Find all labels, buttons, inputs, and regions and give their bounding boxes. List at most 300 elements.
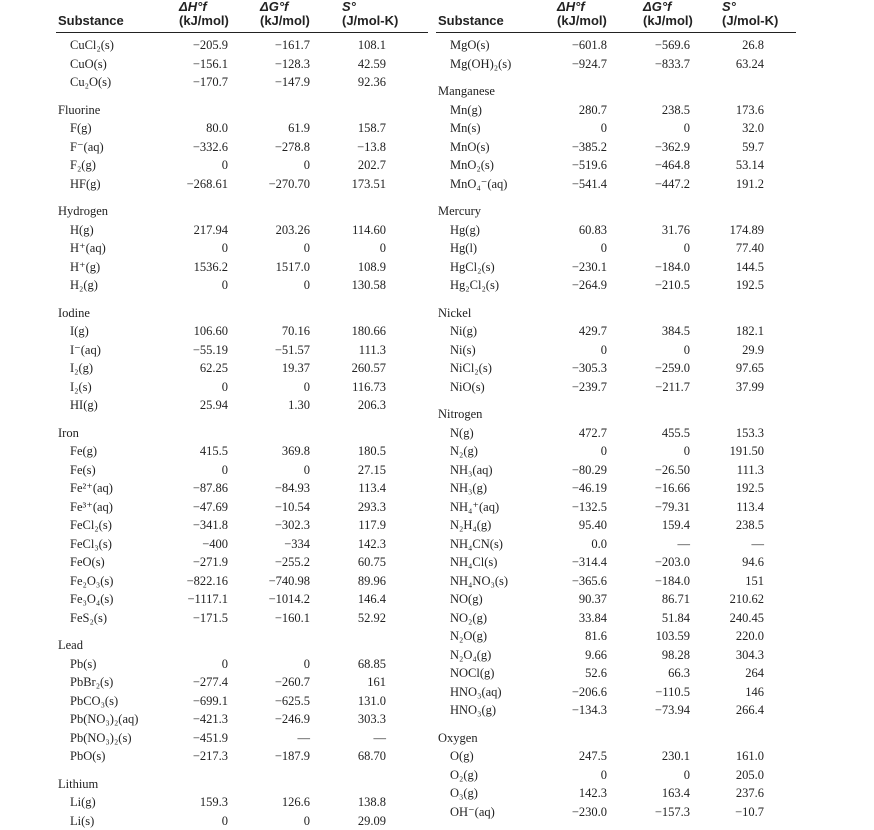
enthalpy-value: −156.1 xyxy=(168,55,228,74)
substance-name: MgO(s) xyxy=(450,36,490,55)
gibbs-value: 163.4 xyxy=(630,784,690,803)
entropy-value: 92.36 xyxy=(326,73,386,92)
substance-row xyxy=(436,627,796,646)
substance-name: Hg(g) xyxy=(450,221,480,240)
enthalpy-value: 0 xyxy=(168,239,228,258)
gibbs-value: 0 xyxy=(630,341,690,360)
substance-row xyxy=(436,424,796,443)
entropy-value: 174.89 xyxy=(704,221,764,240)
substance-name: HF(g) xyxy=(70,175,101,194)
substance-row xyxy=(436,479,796,498)
substance-row xyxy=(436,119,796,138)
substance-row xyxy=(56,572,428,591)
gibbs-value: 0 xyxy=(250,239,310,258)
gibbs-value: −362.9 xyxy=(630,138,690,157)
entropy-value: 180.66 xyxy=(326,322,386,341)
enthalpy-value: −924.7 xyxy=(547,55,607,74)
substance-row xyxy=(436,766,796,785)
header-enthalpy xyxy=(557,0,607,28)
group-spacer xyxy=(436,295,796,304)
substance-row xyxy=(436,276,796,295)
header-enthalpy-symbol: ΔH°f xyxy=(557,0,607,14)
gibbs-value: −1014.2 xyxy=(250,590,310,609)
substance-name: CuCl₂(s) xyxy=(70,36,114,55)
gibbs-value: 238.5 xyxy=(630,101,690,120)
substance-row xyxy=(56,710,428,729)
substance-row xyxy=(56,156,428,175)
substance-row xyxy=(56,73,428,92)
substance-name: Fe₃O₄(s) xyxy=(70,590,113,609)
substance-name: MnO(s) xyxy=(450,138,490,157)
substance-row xyxy=(436,553,796,572)
group-name: Hydrogen xyxy=(58,202,108,221)
gibbs-value: −84.93 xyxy=(250,479,310,498)
entropy-value: 146.4 xyxy=(326,590,386,609)
enthalpy-value: 106.60 xyxy=(168,322,228,341)
enthalpy-value: 0 xyxy=(547,766,607,785)
enthalpy-value: 81.6 xyxy=(547,627,607,646)
substance-row xyxy=(436,55,796,74)
group-spacer xyxy=(436,396,796,405)
substance-row xyxy=(56,692,428,711)
header-entropy xyxy=(722,0,778,28)
enthalpy-value: −365.6 xyxy=(547,572,607,591)
group-name: Nitrogen xyxy=(438,405,482,424)
enthalpy-value: −171.5 xyxy=(168,609,228,628)
enthalpy-value: −541.4 xyxy=(547,175,607,194)
substance-row xyxy=(56,119,428,138)
entropy-value: 32.0 xyxy=(704,119,764,138)
substance-row xyxy=(56,221,428,240)
enthalpy-value: −332.6 xyxy=(168,138,228,157)
entropy-value: 108.1 xyxy=(326,36,386,55)
header-gibbs-unit: (kJ/mol) xyxy=(643,13,693,28)
substance-row xyxy=(436,535,796,554)
header-entropy-symbol: S° xyxy=(722,0,778,14)
gibbs-value: −302.3 xyxy=(250,516,310,535)
enthalpy-value: −421.3 xyxy=(168,710,228,729)
substance-row xyxy=(436,36,796,55)
enthalpy-value: 95.40 xyxy=(547,516,607,535)
substance-name: MnO₂(s) xyxy=(450,156,494,175)
element-group-heading xyxy=(56,202,428,221)
substance-row xyxy=(436,461,796,480)
substance-name: NOCl(g) xyxy=(450,664,494,683)
substance-name: FeCl₂(s) xyxy=(70,516,112,535)
enthalpy-value: 429.7 xyxy=(547,322,607,341)
gibbs-value: 159.4 xyxy=(630,516,690,535)
gibbs-value: −187.9 xyxy=(250,747,310,766)
element-group-heading xyxy=(436,202,796,221)
substance-row xyxy=(436,664,796,683)
substance-name: Fe²⁺(aq) xyxy=(70,479,113,498)
enthalpy-value: −55.19 xyxy=(168,341,228,360)
substance-name: CuO(s) xyxy=(70,55,107,74)
substance-name: O₂(g) xyxy=(450,766,478,785)
substance-name: Mn(s) xyxy=(450,119,481,138)
gibbs-value: −157.3 xyxy=(630,803,690,822)
enthalpy-value: −46.19 xyxy=(547,479,607,498)
substance-name: HgCl₂(s) xyxy=(450,258,495,277)
enthalpy-value: −451.9 xyxy=(168,729,228,748)
gibbs-value: −246.9 xyxy=(250,710,310,729)
substance-row xyxy=(436,803,796,822)
group-name: Oxygen xyxy=(438,729,478,748)
entropy-value: 26.8 xyxy=(704,36,764,55)
gibbs-value: −740.98 xyxy=(250,572,310,591)
enthalpy-value: −264.9 xyxy=(547,276,607,295)
header-entropy xyxy=(342,0,398,28)
substance-row xyxy=(436,138,796,157)
substance-name: Fe(g) xyxy=(70,442,97,461)
entropy-value: 173.51 xyxy=(326,175,386,194)
substance-name: Ni(g) xyxy=(450,322,477,341)
header-gibbs xyxy=(260,0,310,28)
substance-name: F(g) xyxy=(70,119,92,138)
substance-row xyxy=(56,729,428,748)
substance-row xyxy=(56,138,428,157)
substance-row xyxy=(436,701,796,720)
entropy-value: 264 xyxy=(704,664,764,683)
substance-name: Cu₂O(s) xyxy=(70,73,111,92)
substance-name: HNO₃(aq) xyxy=(450,683,502,702)
entropy-value: 144.5 xyxy=(704,258,764,277)
gibbs-value: 0 xyxy=(250,156,310,175)
group-name: Lithium xyxy=(58,775,98,794)
gibbs-value: −73.94 xyxy=(630,701,690,720)
enthalpy-value: −217.3 xyxy=(168,747,228,766)
substance-row xyxy=(436,341,796,360)
enthalpy-value: 0 xyxy=(547,119,607,138)
header-enthalpy-symbol: ΔH°f xyxy=(179,0,229,14)
gibbs-value: −569.6 xyxy=(630,36,690,55)
substance-row xyxy=(56,479,428,498)
enthalpy-value: −385.2 xyxy=(547,138,607,157)
substance-name: PbCO₃(s) xyxy=(70,692,118,711)
group-name: Mercury xyxy=(438,202,481,221)
gibbs-value: 70.16 xyxy=(250,322,310,341)
gibbs-value: 66.3 xyxy=(630,664,690,683)
enthalpy-value: 0 xyxy=(168,156,228,175)
entropy-value: 237.6 xyxy=(704,784,764,803)
entropy-value: 113.4 xyxy=(704,498,764,517)
substance-name: Ni(s) xyxy=(450,341,476,360)
substance-name: O₃(g) xyxy=(450,784,478,803)
entropy-value: 146 xyxy=(704,683,764,702)
enthalpy-value: −239.7 xyxy=(547,378,607,397)
substance-row xyxy=(56,322,428,341)
enthalpy-value: −271.9 xyxy=(168,553,228,572)
entropy-value: 29.09 xyxy=(326,812,386,830)
group-spacer xyxy=(56,766,428,775)
gibbs-value: −203.0 xyxy=(630,553,690,572)
group-name: Iodine xyxy=(58,304,90,323)
gibbs-value: −447.2 xyxy=(630,175,690,194)
substance-row xyxy=(436,258,796,277)
element-group-heading xyxy=(436,405,796,424)
substance-row xyxy=(56,378,428,397)
enthalpy-value: −519.6 xyxy=(547,156,607,175)
substance-name: Li(g) xyxy=(70,793,96,812)
group-spacer xyxy=(436,73,796,82)
substance-name: NH₄CN(s) xyxy=(450,535,503,554)
enthalpy-value: −206.6 xyxy=(547,683,607,702)
substance-row xyxy=(56,461,428,480)
gibbs-value: −10.54 xyxy=(250,498,310,517)
entropy-value: 266.4 xyxy=(704,701,764,720)
gibbs-value: −625.5 xyxy=(250,692,310,711)
enthalpy-value: −268.61 xyxy=(168,175,228,194)
gibbs-value: −184.0 xyxy=(630,572,690,591)
substance-name: OH⁻(aq) xyxy=(450,803,495,822)
enthalpy-value: 217.94 xyxy=(168,221,228,240)
element-group-heading xyxy=(56,636,428,655)
substance-row xyxy=(56,655,428,674)
substance-name: N₂O(g) xyxy=(450,627,487,646)
gibbs-value: 98.28 xyxy=(630,646,690,665)
entropy-value: 113.4 xyxy=(326,479,386,498)
entropy-value: 192.5 xyxy=(704,276,764,295)
entropy-value: 52.92 xyxy=(326,609,386,628)
entropy-value: 191.2 xyxy=(704,175,764,194)
substance-name: NiCl₂(s) xyxy=(450,359,492,378)
substance-row xyxy=(56,673,428,692)
element-group-heading xyxy=(436,82,796,101)
substance-row xyxy=(56,553,428,572)
enthalpy-value: 0 xyxy=(168,655,228,674)
gibbs-value: 1.30 xyxy=(250,396,310,415)
entropy-value: 114.60 xyxy=(326,221,386,240)
gibbs-value: −255.2 xyxy=(250,553,310,572)
gibbs-value: 0 xyxy=(250,461,310,480)
substance-name: FeS₂(s) xyxy=(70,609,107,628)
substance-name: N₂O₄(g) xyxy=(450,646,491,665)
entropy-value: 161 xyxy=(326,673,386,692)
left-table-body xyxy=(56,36,428,830)
substance-name: FeO(s) xyxy=(70,553,105,572)
header-gibbs xyxy=(643,0,693,28)
enthalpy-value: 0 xyxy=(547,239,607,258)
gibbs-value: −260.7 xyxy=(250,673,310,692)
enthalpy-value: 0 xyxy=(547,442,607,461)
group-spacer xyxy=(56,92,428,101)
substance-name: Mg(OH)₂(s) xyxy=(450,55,511,74)
entropy-value: 89.96 xyxy=(326,572,386,591)
gibbs-value: 384.5 xyxy=(630,322,690,341)
header-entropy-unit: (J/mol-K) xyxy=(342,13,398,28)
substance-name: I₂(s) xyxy=(70,378,92,397)
substance-name: Mn(g) xyxy=(450,101,482,120)
enthalpy-value: −277.4 xyxy=(168,673,228,692)
substance-name: PbBr₂(s) xyxy=(70,673,113,692)
group-spacer xyxy=(56,295,428,304)
substance-row xyxy=(436,322,796,341)
header-entropy-symbol: S° xyxy=(342,0,398,14)
entropy-value: 60.75 xyxy=(326,553,386,572)
entropy-value: 111.3 xyxy=(326,341,386,360)
header-gibbs-symbol: ΔG°f xyxy=(260,0,310,14)
substance-row xyxy=(56,516,428,535)
enthalpy-value: −230.0 xyxy=(547,803,607,822)
gibbs-value: 0 xyxy=(250,655,310,674)
header-gibbs-symbol: ΔG°f xyxy=(643,0,693,14)
substance-row xyxy=(56,747,428,766)
entropy-value: 68.85 xyxy=(326,655,386,674)
substance-row xyxy=(436,784,796,803)
enthalpy-value: −134.3 xyxy=(547,701,607,720)
gibbs-value: 103.59 xyxy=(630,627,690,646)
substance-row xyxy=(56,258,428,277)
entropy-value: 240.45 xyxy=(704,609,764,628)
enthalpy-value: 1536.2 xyxy=(168,258,228,277)
group-spacer xyxy=(436,720,796,729)
enthalpy-value: −601.8 xyxy=(547,36,607,55)
header-gibbs-unit: (kJ/mol) xyxy=(260,13,310,28)
gibbs-value: −16.66 xyxy=(630,479,690,498)
entropy-value: 117.9 xyxy=(326,516,386,535)
enthalpy-value: 90.37 xyxy=(547,590,607,609)
entropy-value: 238.5 xyxy=(704,516,764,535)
enthalpy-value: 9.66 xyxy=(547,646,607,665)
group-spacer xyxy=(56,193,428,202)
substance-name: N₂H₄(g) xyxy=(450,516,491,535)
entropy-value: 108.9 xyxy=(326,258,386,277)
gibbs-value: −79.31 xyxy=(630,498,690,517)
substance-name: NO(g) xyxy=(450,590,483,609)
entropy-value: 116.73 xyxy=(326,378,386,397)
substance-row xyxy=(436,516,796,535)
substance-row xyxy=(436,359,796,378)
gibbs-value: −184.0 xyxy=(630,258,690,277)
substance-row xyxy=(436,239,796,258)
substance-name: Fe(s) xyxy=(70,461,96,480)
element-group-heading xyxy=(56,775,428,794)
enthalpy-value: 415.5 xyxy=(168,442,228,461)
substance-row xyxy=(56,590,428,609)
enthalpy-value: −400 xyxy=(168,535,228,554)
enthalpy-value: 33.84 xyxy=(547,609,607,628)
gibbs-value: −147.9 xyxy=(250,73,310,92)
substance-row xyxy=(436,442,796,461)
substance-row xyxy=(56,498,428,517)
substance-row xyxy=(436,221,796,240)
gibbs-value: 86.71 xyxy=(630,590,690,609)
substance-row xyxy=(56,341,428,360)
gibbs-value: 61.9 xyxy=(250,119,310,138)
substance-name: NH₃(aq) xyxy=(450,461,493,480)
gibbs-value: −259.0 xyxy=(630,359,690,378)
group-spacer xyxy=(436,193,796,202)
substance-name: NO₂(g) xyxy=(450,609,487,628)
entropy-value: 42.59 xyxy=(326,55,386,74)
entropy-value: 142.3 xyxy=(326,535,386,554)
substance-name: PbO(s) xyxy=(70,747,105,766)
substance-name: Li(s) xyxy=(70,812,94,830)
right-table-header xyxy=(436,0,796,33)
substance-name: Fe₂O₃(s) xyxy=(70,572,113,591)
substance-name: NH₄⁺(aq) xyxy=(450,498,499,517)
gibbs-value: 230.1 xyxy=(630,747,690,766)
substance-name: F⁻(aq) xyxy=(70,138,104,157)
entropy-value: 63.24 xyxy=(704,55,764,74)
substance-row xyxy=(436,572,796,591)
enthalpy-value: −47.69 xyxy=(168,498,228,517)
entropy-value: 304.3 xyxy=(704,646,764,665)
enthalpy-value: 0 xyxy=(168,812,228,830)
gibbs-value: −160.1 xyxy=(250,609,310,628)
gibbs-value: — xyxy=(250,729,310,748)
enthalpy-value: −314.4 xyxy=(547,553,607,572)
gibbs-value: −833.7 xyxy=(630,55,690,74)
enthalpy-value: 62.25 xyxy=(168,359,228,378)
enthalpy-value: −205.9 xyxy=(168,36,228,55)
entropy-value: 59.7 xyxy=(704,138,764,157)
enthalpy-value: −230.1 xyxy=(547,258,607,277)
gibbs-value: −110.5 xyxy=(630,683,690,702)
substance-row xyxy=(436,646,796,665)
substance-name: I₂(g) xyxy=(70,359,93,378)
enthalpy-value: 280.7 xyxy=(547,101,607,120)
element-group-heading xyxy=(56,304,428,323)
gibbs-value: −210.5 xyxy=(630,276,690,295)
entropy-value: 158.7 xyxy=(326,119,386,138)
enthalpy-value: 0 xyxy=(168,378,228,397)
enthalpy-value: 472.7 xyxy=(547,424,607,443)
gibbs-value: 0 xyxy=(630,239,690,258)
enthalpy-value: −699.1 xyxy=(168,692,228,711)
substance-row xyxy=(436,378,796,397)
gibbs-value: 51.84 xyxy=(630,609,690,628)
entropy-value: 130.58 xyxy=(326,276,386,295)
element-group-heading xyxy=(436,304,796,323)
entropy-value: 68.70 xyxy=(326,747,386,766)
entropy-value: 182.1 xyxy=(704,322,764,341)
substance-row xyxy=(436,609,796,628)
enthalpy-value: 52.6 xyxy=(547,664,607,683)
substance-row xyxy=(436,590,796,609)
substance-name: Hg₂Cl₂(s) xyxy=(450,276,499,295)
substance-name: MnO₄⁻(aq) xyxy=(450,175,507,194)
element-group-heading xyxy=(436,729,796,748)
group-name: Iron xyxy=(58,424,79,443)
enthalpy-value: 80.0 xyxy=(168,119,228,138)
enthalpy-value: −80.29 xyxy=(547,461,607,480)
entropy-value: — xyxy=(326,729,386,748)
entropy-value: 303.3 xyxy=(326,710,386,729)
enthalpy-value: 159.3 xyxy=(168,793,228,812)
entropy-value: — xyxy=(704,535,764,554)
group-name: Nickel xyxy=(438,304,471,323)
substance-name: Hg(l) xyxy=(450,239,477,258)
substance-name: Pb(NO₃)₂(s) xyxy=(70,729,132,748)
gibbs-value: 369.8 xyxy=(250,442,310,461)
gibbs-value: 455.5 xyxy=(630,424,690,443)
entropy-value: 173.6 xyxy=(704,101,764,120)
gibbs-value: −211.7 xyxy=(630,378,690,397)
substance-name: N₂(g) xyxy=(450,442,478,461)
substance-row xyxy=(436,156,796,175)
gibbs-value: 0 xyxy=(630,119,690,138)
substance-row xyxy=(56,609,428,628)
gibbs-value: −270.70 xyxy=(250,175,310,194)
group-name: Manganese xyxy=(438,82,495,101)
enthalpy-value: 142.3 xyxy=(547,784,607,803)
left-table-header xyxy=(56,0,428,33)
substance-name: NH₄Cl(s) xyxy=(450,553,497,572)
substance-row xyxy=(56,239,428,258)
substance-name: HI(g) xyxy=(70,396,98,415)
gibbs-value: 0 xyxy=(630,442,690,461)
